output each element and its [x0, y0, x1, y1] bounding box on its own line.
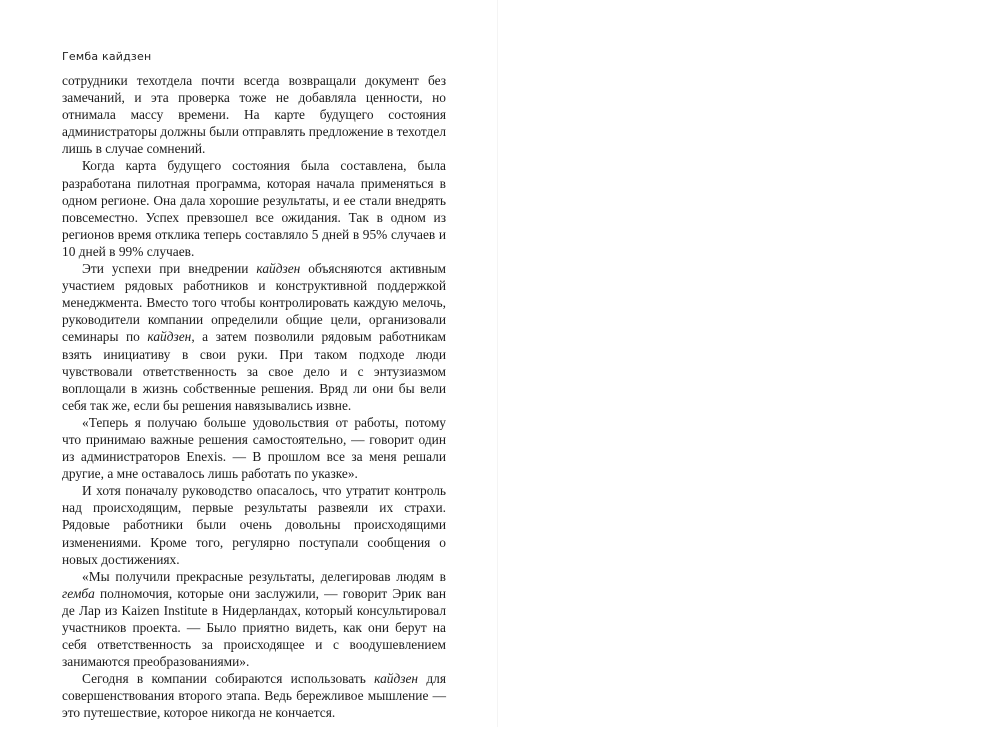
paragraph [62, 72, 446, 157]
paragraph [62, 260, 446, 414]
paragraph [62, 670, 446, 721]
running-head: Гемба кайдзен [62, 50, 152, 63]
text-run: полномочия, которые они заслужили, — говорит Эрик ван де Лар из Kaizen Institute в Нидерландах, который консультировал участников проекта. — Было приятно видеть, как они берут на себя ответственность за происходящее и с воодушевлением занимаются преобразованиями». [62, 585, 446, 670]
text-run: «Теперь я получаю больше удовольствия от работы, потому что принимаю важные решения самостоятельно, — говорит один из администраторов Enexis. — В прошлом все за меня решали другие, а мне оставалось лишь работать по указке». [62, 414, 446, 482]
paragraph [62, 157, 446, 260]
text-run: объясняются активным участием рядовых работников и конструктивной поддержкой менеджмента. Вместо того чтобы контролировать каждую мелочь, руководители компании определили общие цели, организовали семинары по [62, 261, 446, 345]
paragraph [62, 414, 446, 482]
left-text-column [62, 72, 446, 722]
text-run: Когда карта будущего состояния была составлена, была разработана пилотная программа, которая начала применяться в одном регионе. Она дала хорошие результаты, и ее стали внедрять повсеместно. Успех превзошел все ожидания. Так в одном из регионов время отклика теперь составляло 5 дней в 95% случаев и 10 дней в 99% случаев. [62, 158, 446, 259]
emphasis-term: кайдзен [256, 261, 301, 277]
emphasis-term: гемба [62, 585, 95, 601]
left-page [0, 0, 498, 727]
text-run: для совершенствования второго этапа. Ведь бережливое мышление — это путешествие, которое никогда не кончается. [62, 671, 446, 721]
text-run: Эти успехи при внедрении [82, 261, 257, 277]
text-run: сотрудники техотдела почти всегда возвращали документ без замечаний, и эта проверка тоже не добавляла ценности, но отнимала массу времени. На карте будущего состояния администраторы должны были отправлять предложение в техотдел лишь в случае сомнений. [62, 73, 446, 157]
right-page [498, 0, 1000, 727]
emphasis-term: кайдзен [374, 671, 419, 687]
emphasis-term: кайдзен [147, 329, 192, 345]
text-run: «Мы получили прекрасные результаты, делегировав людям в [82, 568, 446, 584]
paragraph [62, 482, 446, 567]
paragraph [62, 568, 446, 671]
text-run: И хотя поначалу руководство опасалось, что утратит контроль над происходящим, первые результаты развеяли их страхи. Рядовые работники были очень довольны происходящими изменениями. Кроме того, регулярно поступали сообщения о новых достижениях. [62, 483, 446, 567]
text-run: , а затем позволили рядовым работникам взять инициативу в свои руки. При таком подходе люди чувствовали ответственность за свое дело и с энтузиазмом воплощали в жизнь собственные решения. Вряд ли они бы вели себя так же, если бы решения навязывались извне. [62, 329, 446, 413]
text-run: Сегодня в компании собираются использовать [82, 671, 375, 687]
